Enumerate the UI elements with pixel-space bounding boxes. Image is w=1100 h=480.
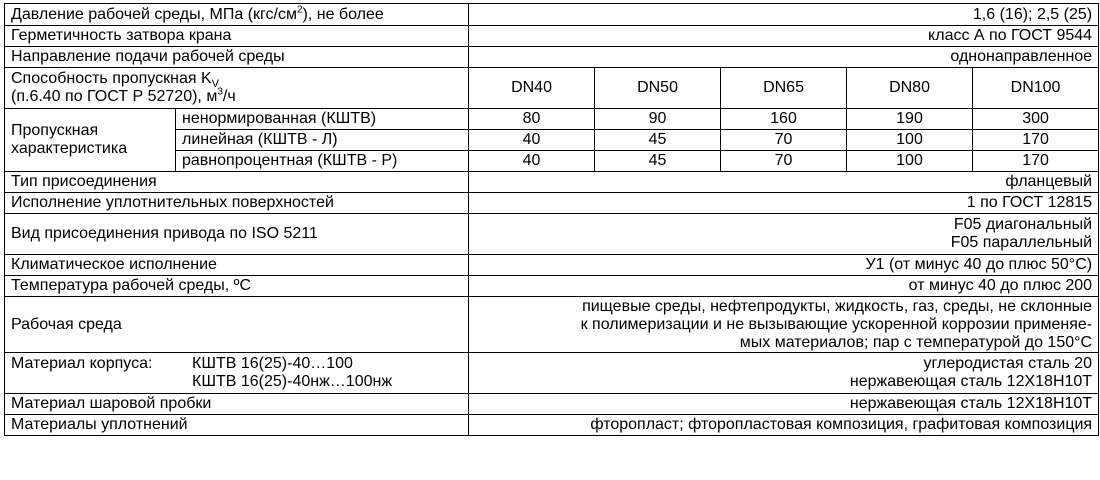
throughput-value: 70	[721, 130, 847, 151]
row-tightness	[5, 26, 1099, 47]
pressure-label: Давление рабочей среды, МПа $(кгс/см^2)$, не более	[5, 4, 469, 26]
connection-value: фланцевый	[469, 172, 1099, 193]
throughput-value: 90	[595, 109, 721, 130]
throughput-value: 40	[469, 151, 595, 172]
throughput-value: 300	[973, 109, 1099, 130]
direction-label: Направление подачи рабочей среды	[5, 47, 469, 68]
row-sealing-surfaces	[5, 193, 1099, 214]
throughput-value: 100	[847, 151, 973, 172]
throughput-value: 170	[973, 130, 1099, 151]
row-body-material	[5, 353, 1099, 394]
throughput-value: 70	[721, 151, 847, 172]
row-ball-material	[5, 394, 1099, 415]
row-seal-materials	[5, 415, 1099, 436]
throughput-value: 45	[595, 151, 721, 172]
size-dn50: DN50	[595, 68, 721, 109]
row-actuator	[5, 214, 1099, 255]
size-dn80: DN80	[847, 68, 973, 109]
row-direction	[5, 47, 1099, 68]
size-dn40: DN40	[469, 68, 595, 109]
temperature-label: Температура рабочей среды, ºС	[5, 276, 469, 297]
throughput-value: 40	[469, 130, 595, 151]
row-pressure	[5, 4, 1099, 26]
size-dn100: DN100	[973, 68, 1099, 109]
row-medium	[5, 297, 1099, 353]
actuator-label: Вид присоединения привода по ISO 5211	[5, 214, 469, 255]
throughput-value: 45	[595, 130, 721, 151]
sealing-surfaces-label: Исполнение уплотнительных поверхностей	[5, 193, 469, 214]
row-temperature	[5, 276, 1099, 297]
throughput-value: 190	[847, 109, 973, 130]
medium-label: Рабочая среда	[5, 297, 469, 353]
direction-value: однонаправленное	[469, 47, 1099, 68]
throughput-sub-label: линейная (КШТВ - Л)	[176, 130, 469, 151]
temperature-value: от минус 40 до плюс 200	[469, 276, 1099, 297]
tightness-label: Герметичность затвора крана	[5, 26, 469, 47]
seal-materials-value: фторопласт; фторопластовая композиция, графитовая композиция	[469, 415, 1099, 436]
throughput-value: 170	[973, 151, 1099, 172]
throughput-value: 160	[721, 109, 847, 130]
row-connection	[5, 172, 1099, 193]
throughput-value: 80	[469, 109, 595, 130]
throughput-value: 100	[847, 130, 973, 151]
spec-table	[4, 3, 1099, 436]
seal-materials-label: Материалы уплотнений	[5, 415, 469, 436]
size-dn65: DN65	[721, 68, 847, 109]
pressure-value: 1,6 (16); 2,5 (25)	[469, 4, 1099, 26]
body-material-label: Материал корпуса: КШТВ 16(25)-40…100 КШТВ 16(25)-40нж…100нж	[5, 353, 469, 394]
throughput-sub-label: равнопроцентная (КШТВ - Р)	[176, 151, 469, 172]
climate-value: У1 (от минус 40 до плюс 50°С)	[469, 255, 1099, 276]
row-kv-header	[5, 68, 1099, 109]
tightness-value: класс А по ГОСТ 9544	[469, 26, 1099, 47]
climate-label: Климатическое исполнение	[5, 255, 469, 276]
throughput-label: Пропускная характеристика	[5, 109, 176, 172]
throughput-sub-label: ненормированная (КШТВ)	[176, 109, 469, 130]
sealing-surfaces-value: 1 по ГОСТ 12815	[469, 193, 1099, 214]
body-material-value: углеродистая сталь 20 нержавеющая сталь 12Х18Н10Т	[469, 353, 1099, 394]
medium-value: пищевые среды, нефтепродукты, жидкость, газ, среды, не склонные к полимеризации и не вызывающие ускоренной коррозии применяе- мых материалов; пар с температурой до 150°С	[469, 297, 1099, 353]
kv-label: Способность пропускная $K_V$ (п.6.40 по ГОСТ Р 52720), $м^3/ч$	[5, 68, 469, 109]
connection-label: Тип присоединения	[5, 172, 469, 193]
row-climate	[5, 255, 1099, 276]
row-throughput-1	[5, 109, 1099, 130]
ball-material-label: Материал шаровой пробки	[5, 394, 469, 415]
actuator-value: F05 диагональный F05 параллельный	[469, 214, 1099, 255]
ball-material-value: нержавеющая сталь 12Х18Н10Т	[469, 394, 1099, 415]
